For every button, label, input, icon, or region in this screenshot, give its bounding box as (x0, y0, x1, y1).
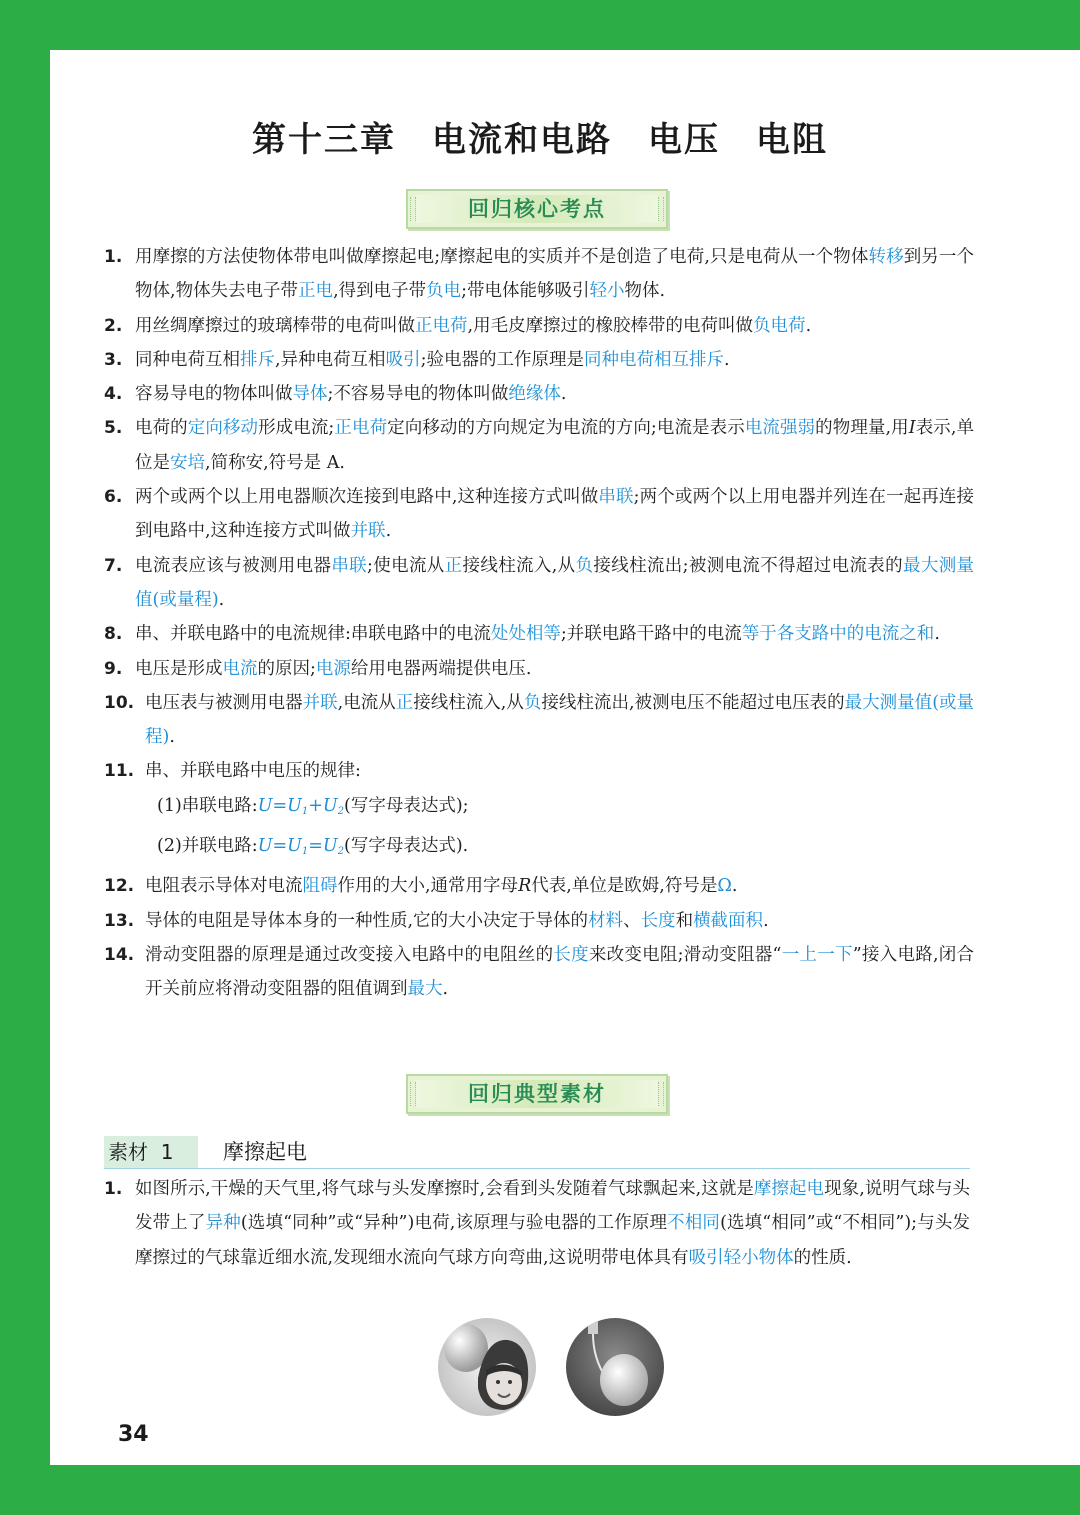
item-number: 1. (104, 247, 123, 267)
body-text: 电压表与被测用电器 (145, 692, 303, 713)
sub-item-note: (写字母表达式). (344, 836, 469, 857)
answer-text: Ω (717, 876, 732, 897)
core-point-item (104, 480, 974, 549)
left-green-border (0, 0, 50, 1515)
body-text: 电压是形成 (135, 658, 223, 679)
formula-answer: $U=U_1=U_2$ (257, 836, 345, 858)
answer-text: 转移 (868, 247, 904, 267)
core-point-item (104, 869, 974, 903)
answer-text: 最大测量值(或量程) (135, 555, 975, 610)
core-point-item (104, 686, 974, 755)
balloon-water-stream-photo (566, 1318, 664, 1416)
body-text: ,简称安,符号是 A. (205, 452, 345, 473)
answer-text: 最大测量值(或量程) (145, 692, 975, 748)
answer-text: 长度 (640, 910, 676, 931)
answer-text: 同种电荷相互排斥 (583, 349, 724, 370)
answer-text: 串联 (598, 487, 634, 508)
answer-text: 长度 (553, 944, 589, 965)
body-text: 来改变电阻;滑动变阻器“ (588, 944, 782, 965)
answer-text: 电源 (315, 658, 351, 679)
core-point-item (104, 904, 974, 938)
body-text: . (805, 315, 812, 336)
body-text: 串、并联电路中的电流规律:串联电路中的电流 (135, 624, 491, 645)
body-text: 容易导电的物体叫做 (135, 384, 293, 405)
body-text: 的性质. (793, 1247, 852, 1268)
answer-text: 阻碍 (302, 876, 338, 897)
sub-item (145, 829, 974, 869)
item-number: 7. (104, 555, 123, 576)
answer-text: 并联 (350, 521, 386, 542)
body-text: ;不容易导电的物体叫做 (327, 384, 509, 405)
answer-text: 负电 (426, 281, 462, 302)
body-text: ;两个或两个以上用电器并列连在一起再连接到电路中,这种连接方式叫做 (135, 487, 975, 542)
core-point-item (104, 309, 974, 343)
body-text: ;并联电路干路中的电流 (560, 624, 742, 645)
core-point-item (104, 343, 974, 377)
symbol-text: I (908, 418, 916, 439)
body-text: . (442, 979, 449, 1000)
body-text: 形成电流; (258, 418, 335, 439)
symbol-text: R (518, 876, 532, 897)
answer-text: 正电荷 (415, 315, 468, 336)
illustration-photos (438, 1318, 670, 1416)
question-number: 1. (104, 1179, 123, 1199)
banner-typical-materials-label: 回归典型素材 (416, 1080, 658, 1108)
banner-grip-right (658, 1082, 664, 1106)
item-number: 4. (104, 384, 123, 405)
body-text: 到另一个物体,物体失去电子带 (135, 247, 975, 302)
answer-text: 安培 (170, 452, 205, 473)
item-number: 5. (104, 418, 123, 439)
body-text: . (218, 589, 225, 610)
body-text: . (385, 521, 392, 542)
body-text: 电荷的 (135, 418, 188, 439)
answer-text: 绝缘体 (508, 384, 561, 405)
item-number: 14. (104, 944, 135, 965)
answer-text: 导体 (292, 384, 328, 405)
body-text: 、 (623, 910, 641, 931)
body-text: 电流表应该与被测用电器 (135, 555, 332, 576)
banner-core-points-label: 回归核心考点 (416, 195, 658, 223)
body-text: ;使电流从 (367, 555, 445, 576)
answer-text: 正电 (298, 281, 334, 302)
answer-text: 等于各支路中的电流之和 (741, 624, 935, 645)
body-text: 用摩擦的方法使物体带电叫做摩擦起电;摩擦起电的实质并不是创造了电荷,只是电荷从一个物体 (135, 247, 869, 267)
body-text: 给用电器两端提供电压. (350, 658, 532, 679)
question-item (104, 1172, 970, 1275)
answer-text: 摩擦起电 (753, 1179, 825, 1199)
body-text: 接线柱流入,从 (413, 692, 524, 713)
item-number: 6. (104, 487, 123, 508)
item-number: 13. (104, 910, 135, 931)
item-number: 11. (104, 761, 135, 782)
material-tag-label: 素材 (108, 1140, 148, 1164)
body-text: 现象,说明气球与头发带上了 (135, 1179, 971, 1234)
body-text: ,电流从 (337, 692, 396, 713)
body-text: 用丝绸摩擦过的玻璃棒带的电荷叫做 (135, 315, 415, 336)
item-number: 10. (104, 692, 135, 713)
answer-text: 处处相等 (490, 624, 561, 645)
body-text: 定向移动的方向规定为电流的方向;电流是表示 (387, 418, 745, 439)
body-text: . (169, 727, 175, 748)
body-text: 的物理量,用 (815, 418, 909, 439)
material-number: 1 (160, 1140, 174, 1164)
material-heading (104, 1136, 970, 1169)
body-text: 电阻表示导体对电流 (145, 876, 303, 897)
answer-text: 轻小 (589, 281, 625, 302)
answer-text: 负电荷 (753, 315, 806, 336)
answer-text: 吸引 (385, 349, 421, 370)
body-text: . (934, 624, 940, 645)
body-text: (选填“同种”或“异种”)电荷,该原理与验电器的工作原理 (240, 1213, 668, 1234)
body-text: 串、并联电路中电压的规律: (145, 761, 361, 782)
body-text: ;带电体能够吸引 (461, 281, 590, 302)
body-text: ,用毛皮摩擦过的橡胶棒带的电荷叫做 (467, 315, 754, 336)
body-text: ”接入电路,闭合开关前应将滑动变阻器的阻值调到 (145, 944, 975, 1000)
body-text: 接线柱流出,被测电压不能超过电压表的 (541, 692, 845, 713)
body-text: 接线柱流入,从 (462, 555, 576, 576)
body-text: (选填“相同”或“不相同”);与头发摩擦过的气球靠近细水流,发现细水流向气球方向弯曲,这说明带电体具有 (135, 1213, 970, 1268)
sub-item-note: (写字母表达式); (344, 795, 469, 816)
formula-answer: $U=U_1+U_2$ (257, 795, 345, 817)
body-text: 代表,单位是欧姆,符号是 (531, 876, 718, 897)
body-text: 表示,单位是 (135, 418, 975, 473)
body-text: 导体的电阻是导体本身的一种性质,它的大小决定于导体的 (145, 910, 589, 931)
item-number: 2. (104, 315, 123, 336)
answer-text: 并联 (302, 692, 338, 713)
answer-text: 异种 (205, 1213, 241, 1234)
body-text: 滑动变阻器的原理是通过改变接入电路中的电阻丝的 (145, 944, 554, 965)
body-text: 同种电荷互相 (135, 349, 240, 370)
answer-text: 材料 (588, 910, 624, 931)
question-1 (104, 1172, 970, 1275)
answer-text: 负 (523, 692, 542, 713)
body-text: 作用的大小,通常用字母 (337, 876, 519, 897)
core-point-item (104, 938, 974, 1007)
item-number: 9. (104, 658, 123, 679)
body-text: 和 (675, 910, 694, 931)
banner-typical-materials (406, 1074, 668, 1114)
core-points-list (104, 240, 974, 1007)
sub-item-label: (1)串联电路: (157, 795, 258, 816)
chapter-title: 第十三章 电流和电路 电压 电阻 (252, 120, 828, 160)
body-text: 物体. (624, 281, 666, 302)
item-number: 8. (104, 624, 123, 645)
answer-text: 一上一下 (781, 944, 853, 965)
core-point-item (104, 240, 974, 309)
body-text: . (723, 349, 730, 370)
banner-core-points (406, 189, 668, 229)
girl-with-balloon-photo (438, 1318, 536, 1416)
body-text: 如图所示,干燥的天气里,将气球与头发摩擦时,会看到头发随着气球飘起来,这就是 (135, 1179, 754, 1199)
banner-grip-right (658, 197, 664, 221)
answer-text: 不相同 (667, 1213, 721, 1234)
answer-text: 排斥 (240, 349, 275, 370)
page-number: 34 (118, 1422, 149, 1447)
answer-text: 正电荷 (334, 418, 388, 439)
answer-text: 正 (444, 555, 463, 576)
body-text: ,异种电荷互相 (275, 349, 386, 370)
answer-text: 串联 (331, 555, 368, 576)
core-point-item (104, 754, 974, 869)
body-text: . (763, 910, 769, 931)
answer-text: 电流强弱 (744, 418, 816, 439)
sub-item-label: (2)并联电路: (157, 836, 258, 857)
answer-text: 最大 (407, 979, 443, 1000)
body-text: ,得到电子带 (333, 281, 427, 302)
answer-text: 吸引轻小物体 (688, 1247, 794, 1268)
body-text: . (731, 876, 738, 897)
body-text: 两个或两个以上用电器顺次连接到电路中,这种连接方式叫做 (135, 487, 599, 508)
answer-text: 负 (575, 555, 594, 576)
body-text: ;验电器的工作原理是 (420, 349, 584, 370)
core-point-item (104, 411, 974, 480)
body-text: . (560, 384, 567, 405)
core-point-item (104, 549, 974, 618)
core-point-item (104, 652, 974, 686)
item-number: 3. (104, 349, 123, 370)
answer-text: 电流 (222, 658, 258, 679)
material-title: 摩擦起电 (223, 1140, 307, 1164)
item-number: 12. (104, 876, 135, 897)
answer-text: 横截面积 (693, 910, 764, 931)
core-point-item (104, 377, 974, 411)
answer-text: 定向移动 (187, 418, 259, 439)
body-text: 的原因; (257, 658, 316, 679)
core-point-item (104, 617, 974, 651)
answer-text: 正 (395, 692, 414, 713)
body-text: 接线柱流出;被测电流不得超过电流表的 (593, 555, 904, 576)
sub-item (145, 789, 974, 829)
material-tag (104, 1136, 198, 1168)
